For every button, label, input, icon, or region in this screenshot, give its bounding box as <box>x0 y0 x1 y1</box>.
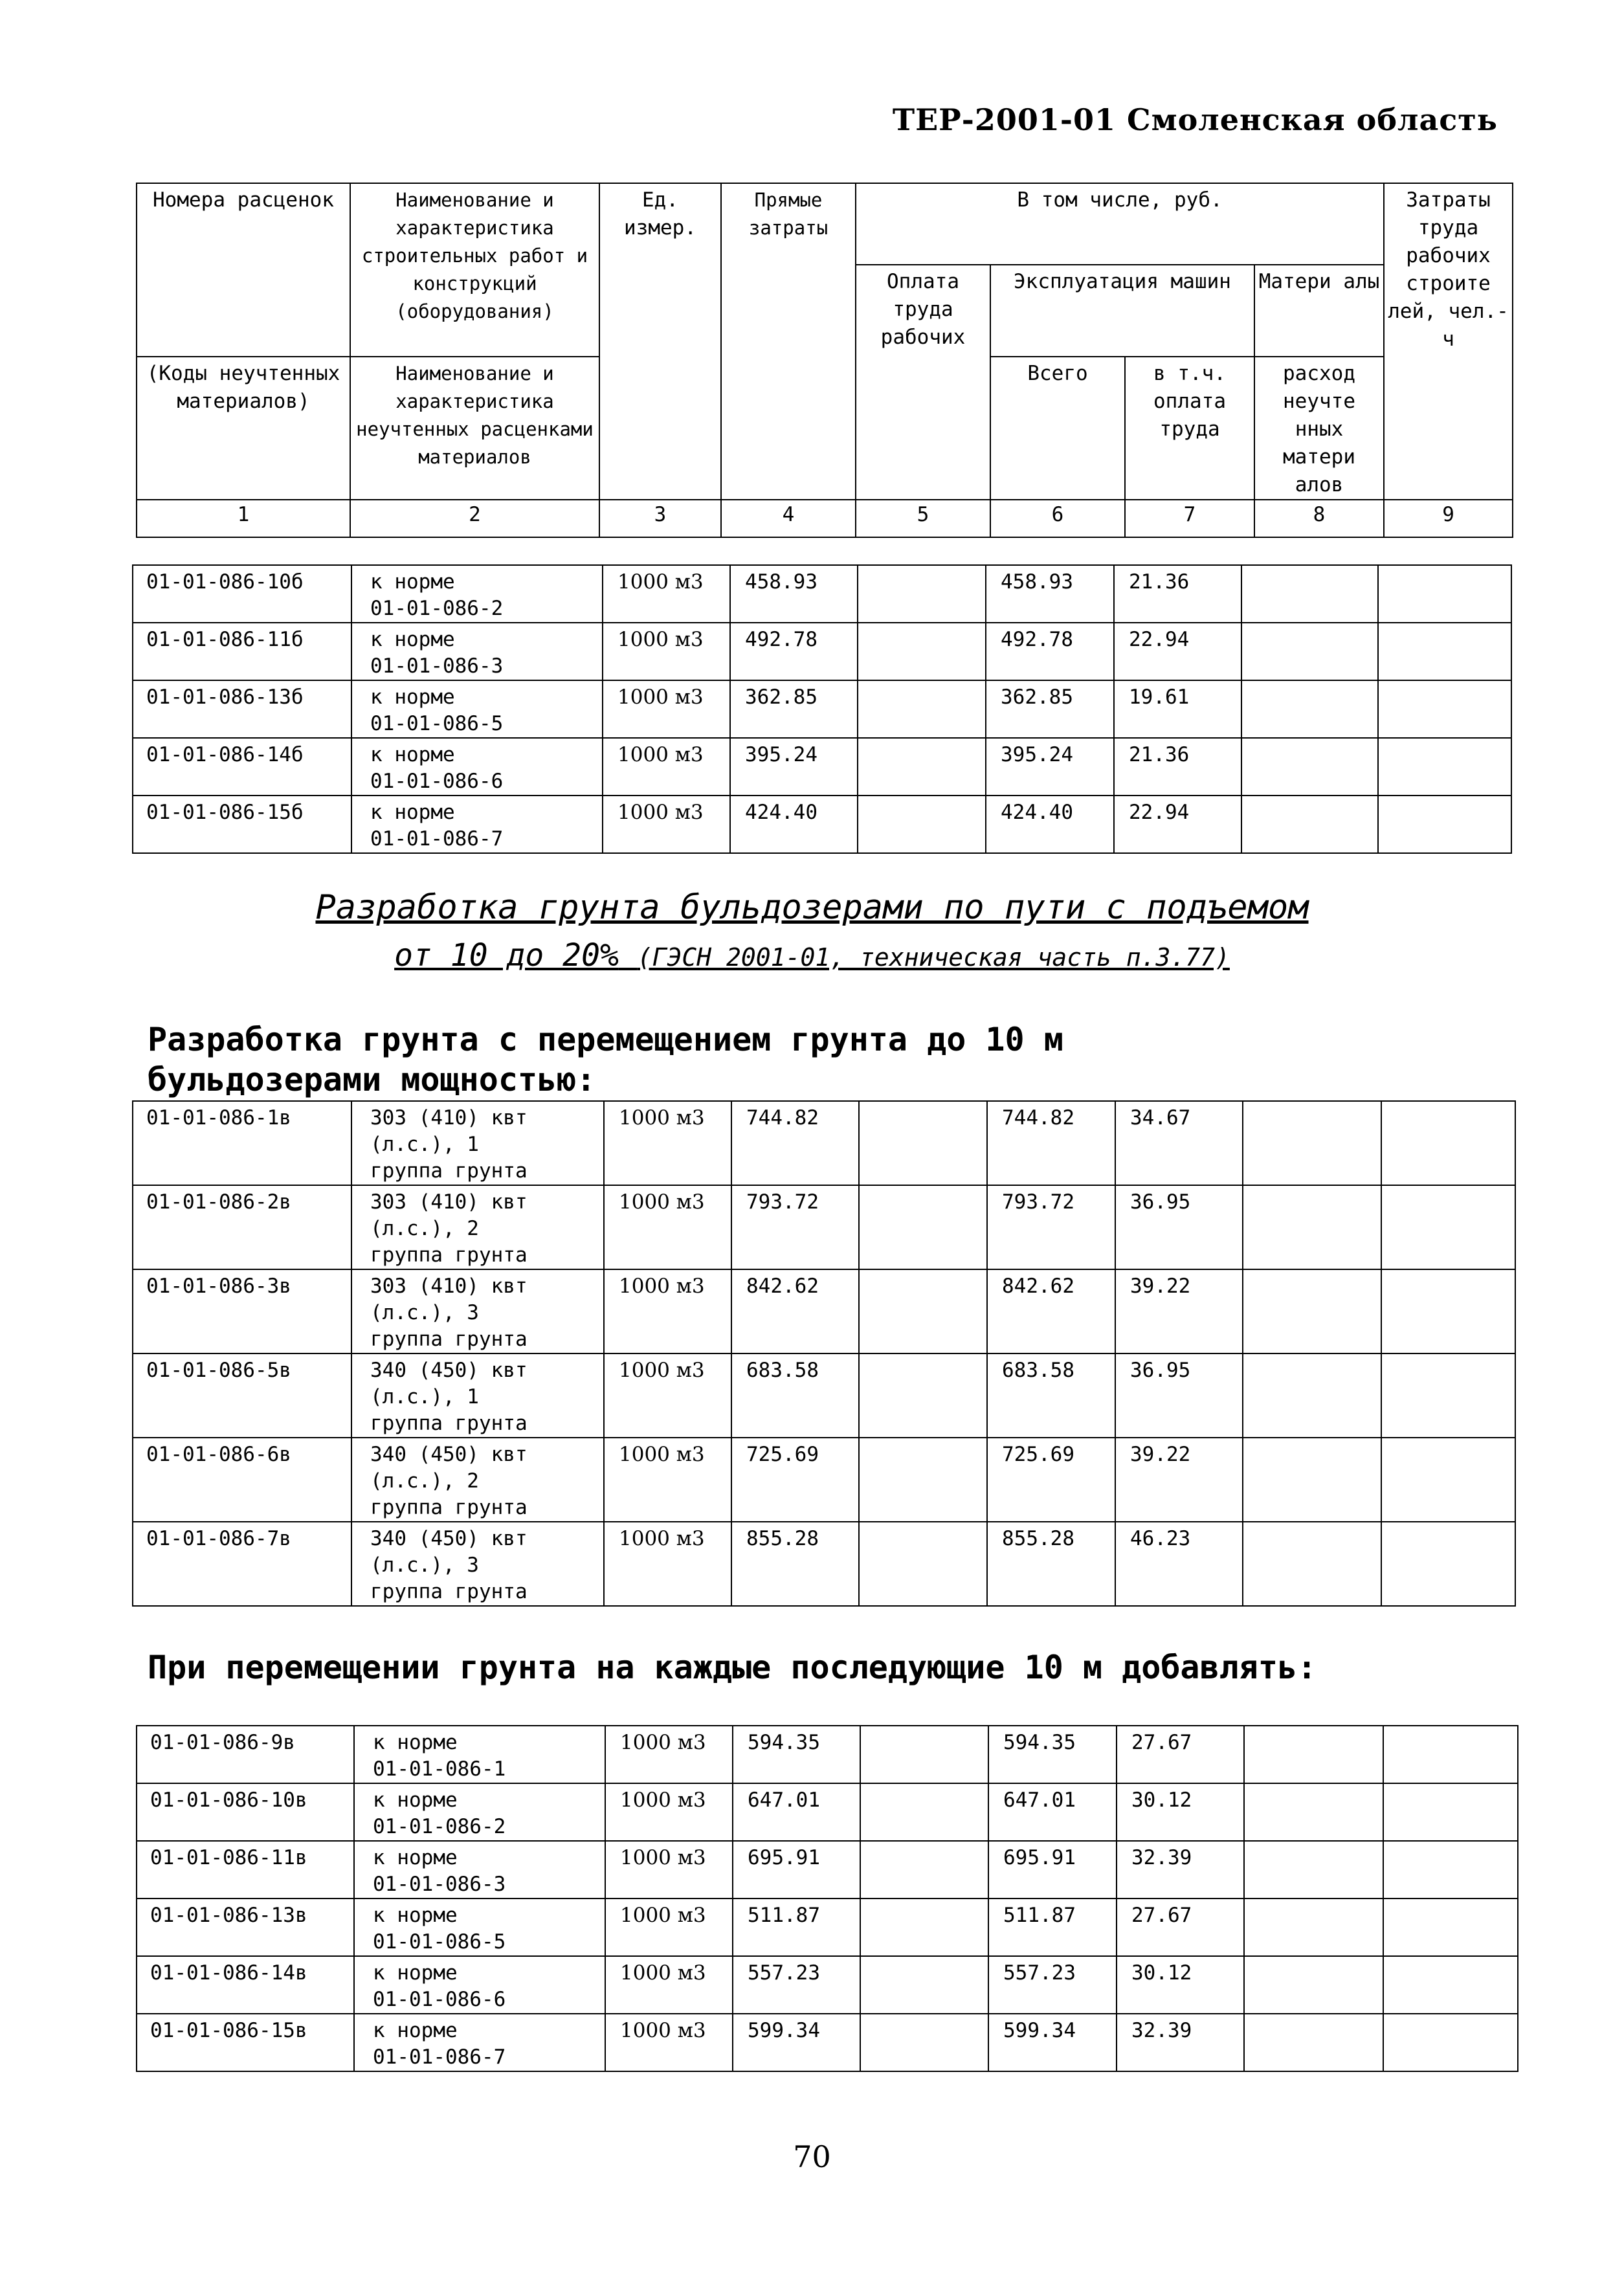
table-row <box>133 680 1511 738</box>
header-labor-pay: Оплата труда рабочих <box>856 265 990 500</box>
labor-pay-cell <box>860 1956 988 2014</box>
gesn-reference: (ГЭСН 2001-01, техническая часть п.3.77) <box>637 943 1230 972</box>
machine-total-cell: 594.35 <box>988 1726 1117 1783</box>
materials-cell <box>1241 796 1378 853</box>
materials-cell <box>1243 1269 1381 1353</box>
description-line: (л.с.), 1 <box>370 1133 479 1156</box>
labor-pay-cell <box>858 623 986 680</box>
machine-total-cell: 695.91 <box>988 1841 1117 1899</box>
rate-code: 01-01-086-1в <box>133 1101 351 1185</box>
table-row <box>133 1522 1515 1606</box>
rate-description <box>351 1438 604 1522</box>
header-work-name: Наименование и характеристика строительных работ и конструкций (оборудования) <box>350 183 599 357</box>
unit-cell: 1000 м3 <box>603 738 730 796</box>
machine-labor-cell: 39.22 <box>1115 1269 1243 1353</box>
description-line: 303 (410) квт <box>370 1106 528 1130</box>
materials-cell <box>1243 1438 1381 1522</box>
table-row <box>133 565 1511 623</box>
rate-description <box>354 1726 605 1783</box>
column-number: 5 <box>856 500 990 537</box>
materials-cell <box>1243 1101 1381 1185</box>
column-number: 7 <box>1125 500 1254 537</box>
header-material-codes: (Коды неучтенных материалов) <box>137 357 350 500</box>
labor-hours-cell <box>1383 1841 1518 1899</box>
unit-cell: 1000 м3 <box>604 1101 731 1185</box>
machine-labor-cell: 27.67 <box>1117 1899 1244 1956</box>
labor-hours-cell <box>1381 1438 1515 1522</box>
labor-pay-cell <box>859 1522 987 1606</box>
unit-cell: 1000 м3 <box>604 1522 731 1606</box>
rate-description <box>351 738 603 796</box>
direct-costs-cell: 683.58 <box>731 1353 859 1438</box>
page-number: 70 <box>793 2139 831 2174</box>
unit-cell: 1000 м3 <box>605 2014 733 2071</box>
direct-costs-cell: 793.72 <box>731 1185 859 1269</box>
machine-total-cell: 725.69 <box>987 1438 1115 1522</box>
direct-costs-cell: 362.85 <box>730 680 858 738</box>
rate-code: 01-01-086-5в <box>133 1353 351 1438</box>
labor-pay-cell <box>860 1783 988 1841</box>
description-line: 01-01-086-5 <box>373 1930 506 1954</box>
direct-costs-cell: 594.35 <box>733 1726 860 1783</box>
column-number: 3 <box>599 500 721 537</box>
description-line: к норме <box>373 1731 458 1754</box>
column-number: 2 <box>350 500 599 537</box>
rate-code: 01-01-086-3в <box>133 1269 351 1353</box>
direct-costs-cell: 424.40 <box>730 796 858 853</box>
description-line: 01-01-086-5 <box>370 712 504 735</box>
table-row <box>133 1353 1515 1438</box>
subsection-heading: При перемещении грунта на каждые последующие 10 м добавлять: <box>148 1649 1317 1686</box>
labor-pay-cell <box>860 1899 988 1956</box>
description-line: группа грунта <box>370 1159 528 1183</box>
machine-labor-cell: 21.36 <box>1114 565 1241 623</box>
labor-hours-cell <box>1383 2014 1518 2071</box>
description-line: 01-01-086-7 <box>370 827 504 851</box>
direct-costs-cell: 695.91 <box>733 1841 860 1899</box>
direct-costs-cell: 492.78 <box>730 623 858 680</box>
header-machine-operation: Эксплуатация машин <box>990 265 1254 357</box>
materials-cell <box>1243 1353 1381 1438</box>
unit-cell: 1000 м3 <box>605 1841 733 1899</box>
materials-cell <box>1241 680 1378 738</box>
section-title: Разработка грунта бульдозерами по пути с подъемом <box>315 888 1309 927</box>
direct-costs-cell: 599.34 <box>733 2014 860 2071</box>
rate-code: 01-01-086-11в <box>137 1841 354 1899</box>
labor-pay-cell <box>860 1726 988 1783</box>
labor-pay-cell <box>859 1185 987 1269</box>
materials-cell <box>1244 1899 1383 1956</box>
rate-description <box>351 1353 604 1438</box>
rates-table-2 <box>132 1100 1516 1607</box>
machine-total-cell: 424.40 <box>986 796 1114 853</box>
rate-description <box>354 1783 605 1841</box>
machine-labor-cell: 39.22 <box>1115 1438 1243 1522</box>
description-line: группа грунта <box>370 1412 528 1435</box>
description-line: (л.с.), 3 <box>370 1301 479 1324</box>
rates-table-1 <box>132 564 1512 854</box>
direct-costs-cell: 511.87 <box>733 1899 860 1956</box>
machine-total-cell: 683.58 <box>987 1353 1115 1438</box>
section-subtitle <box>0 937 1624 974</box>
rate-description <box>351 1522 604 1606</box>
table-row <box>137 1726 1518 1783</box>
table-row <box>133 623 1511 680</box>
rate-code: 01-01-086-14б <box>133 738 351 796</box>
description-line: 340 (450) квт <box>370 1527 528 1550</box>
machine-total-cell: 842.62 <box>987 1269 1115 1353</box>
labor-pay-cell <box>860 1841 988 1899</box>
description-line: к норме <box>370 628 455 651</box>
table-row <box>133 1269 1515 1353</box>
description-line: (л.с.), 3 <box>370 1554 479 1577</box>
column-number: 6 <box>990 500 1125 537</box>
labor-hours-cell <box>1378 680 1511 738</box>
machine-labor-cell: 36.95 <box>1115 1353 1243 1438</box>
table-row <box>137 1899 1518 1956</box>
labor-pay-cell <box>860 2014 988 2071</box>
description-line: 01-01-086-3 <box>370 654 504 678</box>
labor-pay-cell <box>858 738 986 796</box>
table-row <box>133 738 1511 796</box>
unit-cell: 1000 м3 <box>603 796 730 853</box>
rates-table-3 <box>136 1725 1518 2072</box>
materials-cell <box>1243 1185 1381 1269</box>
page-header: ТЕР-2001-01 Смоленская область <box>892 102 1498 137</box>
rate-code: 01-01-086-10б <box>133 565 351 623</box>
table-row <box>133 1101 1515 1185</box>
rate-code: 01-01-086-13в <box>137 1899 354 1956</box>
column-number: 8 <box>1254 500 1384 537</box>
description-line: 01-01-086-3 <box>373 1873 506 1896</box>
description-line: 303 (410) квт <box>370 1190 528 1214</box>
description-line: группа грунта <box>370 1496 528 1519</box>
header-material-names: Наименование и характеристика неучтенных расценками материалов <box>350 357 599 500</box>
description-line: 340 (450) квт <box>370 1443 528 1466</box>
description-line: 01-01-086-1 <box>373 1757 506 1781</box>
materials-cell <box>1244 1841 1383 1899</box>
rate-code: 01-01-086-6в <box>133 1438 351 1522</box>
table-row <box>137 1841 1518 1899</box>
machine-total-cell: 855.28 <box>987 1522 1115 1606</box>
machine-total-cell: 744.82 <box>987 1101 1115 1185</box>
rate-description <box>354 1899 605 1956</box>
column-number: 4 <box>721 500 856 537</box>
rate-code: 01-01-086-11б <box>133 623 351 680</box>
direct-costs-cell: 557.23 <box>733 1956 860 2014</box>
labor-pay-cell <box>859 1438 987 1522</box>
unit-cell: 1000 м3 <box>605 1956 733 2014</box>
labor-hours-cell <box>1383 1899 1518 1956</box>
machine-labor-cell: 22.94 <box>1114 796 1241 853</box>
header-unit: Ед. измер. <box>599 183 721 500</box>
direct-costs-cell: 744.82 <box>731 1101 859 1185</box>
machine-total-cell: 395.24 <box>986 738 1114 796</box>
description-line: 01-01-086-7 <box>373 2045 506 2069</box>
table-row <box>133 796 1511 853</box>
description-line: 01-01-086-2 <box>373 1815 506 1838</box>
machine-labor-cell: 22.94 <box>1114 623 1241 680</box>
machine-total-cell: 599.34 <box>988 2014 1117 2071</box>
direct-costs-cell: 725.69 <box>731 1438 859 1522</box>
rate-code: 01-01-086-15в <box>137 2014 354 2071</box>
rate-code: 01-01-086-10в <box>137 1783 354 1841</box>
labor-hours-cell <box>1381 1353 1515 1438</box>
rate-description <box>354 2014 605 2071</box>
rate-description <box>354 1956 605 2014</box>
direct-costs-cell: 395.24 <box>730 738 858 796</box>
unit-cell: 1000 м3 <box>605 1783 733 1841</box>
labor-pay-cell <box>858 565 986 623</box>
description-line: группа грунта <box>370 1328 528 1351</box>
description-line: 340 (450) квт <box>370 1359 528 1382</box>
description-line: 303 (410) квт <box>370 1275 528 1298</box>
unit-cell: 1000 м3 <box>603 623 730 680</box>
machine-total-cell: 557.23 <box>988 1956 1117 2014</box>
rate-description <box>351 1269 604 1353</box>
rate-description <box>351 680 603 738</box>
rate-description <box>351 1185 604 1269</box>
header-including: В том числе, руб. <box>856 183 1384 265</box>
labor-hours-cell <box>1381 1522 1515 1606</box>
labor-pay-cell <box>858 796 986 853</box>
labor-hours-cell <box>1381 1185 1515 1269</box>
direct-costs-cell: 458.93 <box>730 565 858 623</box>
header-machine-labor: в т.ч. оплата труда <box>1125 357 1254 500</box>
machine-total-cell: 492.78 <box>986 623 1114 680</box>
unit-cell: 1000 м3 <box>604 1353 731 1438</box>
description-line: к норме <box>373 1904 458 1927</box>
materials-cell <box>1241 623 1378 680</box>
description-line: группа грунта <box>370 1243 528 1267</box>
machine-labor-cell: 32.39 <box>1117 1841 1244 1899</box>
subsection-heading: Разработка грунта с перемещением грунта до 10 м бульдозерами мощностью: <box>148 1021 1063 1098</box>
description-line: к норме <box>370 743 455 766</box>
rate-description <box>351 623 603 680</box>
materials-cell <box>1241 565 1378 623</box>
direct-costs-cell: 855.28 <box>731 1522 859 1606</box>
rate-code: 01-01-086-7в <box>133 1522 351 1606</box>
description-line: 01-01-086-6 <box>373 1988 506 2011</box>
machine-total-cell: 647.01 <box>988 1783 1117 1841</box>
labor-hours-cell <box>1381 1101 1515 1185</box>
labor-hours-cell <box>1383 1956 1518 2014</box>
description-line: к норме <box>373 1961 458 1985</box>
labor-hours-cell <box>1378 623 1511 680</box>
labor-hours-cell <box>1381 1269 1515 1353</box>
rate-description <box>351 796 603 853</box>
description-line: к норме <box>373 1846 458 1869</box>
materials-cell <box>1244 1726 1383 1783</box>
description-line: к норме <box>370 685 455 709</box>
materials-cell <box>1244 1783 1383 1841</box>
description-line: группа грунта <box>370 1580 528 1603</box>
labor-hours-cell <box>1383 1783 1518 1841</box>
table-row <box>133 1185 1515 1269</box>
machine-labor-cell: 30.12 <box>1117 1956 1244 2014</box>
machine-labor-cell: 21.36 <box>1114 738 1241 796</box>
column-header-table <box>136 183 1513 538</box>
description-line: 01-01-086-6 <box>370 770 504 793</box>
machine-labor-cell: 27.67 <box>1117 1726 1244 1783</box>
rate-code: 01-01-086-13б <box>133 680 351 738</box>
header-labor-hours: Затраты труда рабочих строите лей, чел.-ч <box>1384 183 1513 500</box>
description-line: (л.с.), 2 <box>370 1469 479 1493</box>
machine-labor-cell: 32.39 <box>1117 2014 1244 2071</box>
labor-pay-cell <box>858 680 986 738</box>
machine-total-cell: 362.85 <box>986 680 1114 738</box>
machine-total-cell: 511.87 <box>988 1899 1117 1956</box>
table-row <box>137 1783 1518 1841</box>
labor-hours-cell <box>1383 1726 1518 1783</box>
unit-cell: 1000 м3 <box>604 1438 731 1522</box>
column-number: 9 <box>1384 500 1513 537</box>
rate-code: 01-01-086-14в <box>137 1956 354 2014</box>
description-line: (л.с.), 1 <box>370 1385 479 1409</box>
rate-description <box>351 565 603 623</box>
header-materials: Матери алы <box>1254 265 1384 357</box>
labor-hours-cell <box>1378 565 1511 623</box>
unit-cell: 1000 м3 <box>604 1269 731 1353</box>
rate-description <box>351 1101 604 1185</box>
unit-cell: 1000 м3 <box>604 1185 731 1269</box>
rate-description <box>354 1841 605 1899</box>
height-range: от 10 до 20% <box>394 937 619 974</box>
description-line: к норме <box>373 1788 458 1812</box>
header-machine-total: Всего <box>990 357 1125 500</box>
unit-cell: 1000 м3 <box>603 565 730 623</box>
labor-hours-cell <box>1378 796 1511 853</box>
table-row <box>137 2014 1518 2071</box>
unit-cell: 1000 м3 <box>603 680 730 738</box>
machine-labor-cell: 34.67 <box>1115 1101 1243 1185</box>
machine-labor-cell: 36.95 <box>1115 1185 1243 1269</box>
materials-cell <box>1243 1522 1381 1606</box>
rate-code: 01-01-086-15б <box>133 796 351 853</box>
description-line: (л.с.), 2 <box>370 1217 479 1240</box>
materials-cell <box>1244 2014 1383 2071</box>
machine-total-cell: 458.93 <box>986 565 1114 623</box>
unit-cell: 1000 м3 <box>605 1899 733 1956</box>
labor-hours-cell <box>1378 738 1511 796</box>
unit-cell: 1000 м3 <box>605 1726 733 1783</box>
machine-labor-cell: 30.12 <box>1117 1783 1244 1841</box>
materials-cell <box>1244 1956 1383 2014</box>
materials-cell <box>1241 738 1378 796</box>
labor-pay-cell <box>859 1101 987 1185</box>
description-line: 01-01-086-2 <box>370 597 504 620</box>
column-number: 1 <box>137 500 350 537</box>
machine-total-cell: 793.72 <box>987 1185 1115 1269</box>
machine-labor-cell: 19.61 <box>1114 680 1241 738</box>
description-line: к норме <box>373 2019 458 2042</box>
header-material-consumption: расход неучте нных матери алов <box>1254 357 1384 500</box>
rate-code: 01-01-086-9в <box>137 1726 354 1783</box>
labor-pay-cell <box>859 1353 987 1438</box>
description-line: к норме <box>370 570 455 594</box>
direct-costs-cell: 647.01 <box>733 1783 860 1841</box>
table-row <box>137 1956 1518 2014</box>
header-rate-number: Номера расценок <box>137 183 350 357</box>
header-direct-costs: Прямые затраты <box>721 183 856 500</box>
table-row <box>133 1438 1515 1522</box>
rate-code: 01-01-086-2в <box>133 1185 351 1269</box>
labor-pay-cell <box>859 1269 987 1353</box>
direct-costs-cell: 842.62 <box>731 1269 859 1353</box>
description-line: к норме <box>370 801 455 824</box>
machine-labor-cell: 46.23 <box>1115 1522 1243 1606</box>
